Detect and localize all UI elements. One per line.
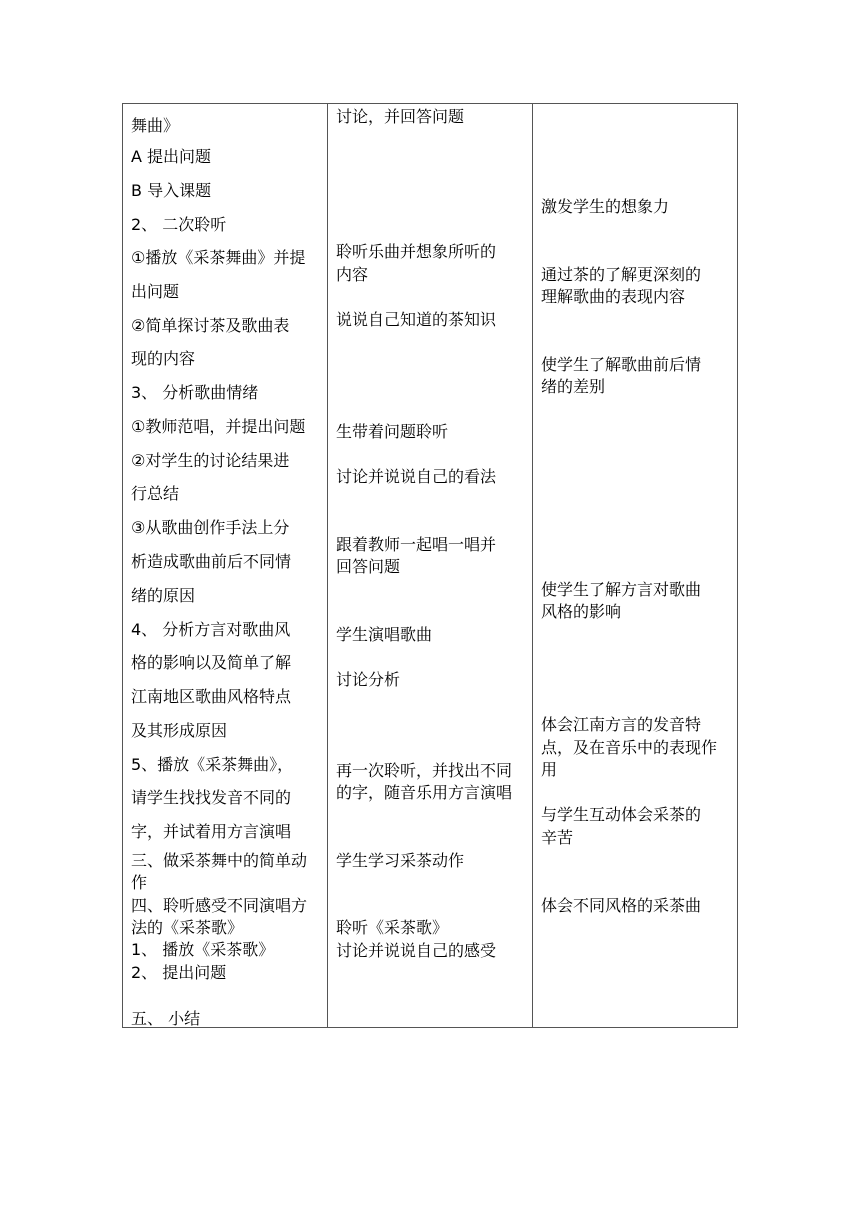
col1-line: 4、 分析方言对歌曲风 bbox=[131, 620, 291, 639]
col3-line: 使学生了解歌曲前后情 bbox=[541, 355, 702, 374]
col2-line: 讨论并说说自己的看法 bbox=[336, 467, 497, 486]
col1-line: ①播放《采茶舞曲》并提 bbox=[131, 248, 306, 267]
col2-line: 再一次聆听，并找出不同 bbox=[336, 761, 513, 780]
col1-line: 五、 小结 bbox=[131, 1009, 201, 1028]
col1-line: ①教师范唱，并提出问题 bbox=[131, 417, 306, 436]
col3-line: 绪的差别 bbox=[541, 377, 606, 396]
col3-line: 体会不同风格的采茶曲 bbox=[541, 896, 702, 915]
col2-line: 讨论，并回答问题 bbox=[336, 107, 465, 126]
col2-line: 学生演唱歌曲 bbox=[336, 625, 433, 644]
col3-line: 辛苦 bbox=[541, 828, 574, 847]
col1-line: 2、 二次聆听 bbox=[131, 215, 227, 234]
col3-line: 通过茶的了解更深刻的 bbox=[541, 265, 702, 284]
col1-line: 请学生找找发音不同的 bbox=[131, 788, 292, 807]
column-divider-1 bbox=[327, 103, 328, 1028]
col2-line: 内容 bbox=[336, 265, 369, 284]
col1-line: 格的影响以及简单了解 bbox=[131, 653, 292, 672]
col2-line: 说说自己知道的茶知识 bbox=[336, 310, 497, 329]
col3-line: 使学生了解方言对歌曲 bbox=[541, 580, 702, 599]
col2-line: 讨论并说说自己的感受 bbox=[336, 941, 497, 960]
col2-line: 学生学习采茶动作 bbox=[336, 851, 465, 870]
col1-line: 作 bbox=[131, 873, 148, 892]
col1-line: 字，并试着用方言演唱 bbox=[131, 822, 292, 841]
col1-line: ②对学生的讨论结果进 bbox=[131, 451, 290, 470]
col2-line: 回答问题 bbox=[336, 557, 401, 576]
col3-line: 激发学生的想象力 bbox=[541, 197, 670, 216]
col1-line: 四、聆听感受不同演唱方 bbox=[131, 896, 308, 915]
col1-line: 3、 分析歌曲情绪 bbox=[131, 383, 259, 402]
col1-line: 舞曲》 bbox=[131, 116, 180, 135]
col1-line: 江南地区歌曲风格特点 bbox=[131, 687, 292, 706]
col1-line: A 提出问题 bbox=[131, 147, 212, 166]
col2-line: 聆听乐曲并想象所听的 bbox=[336, 242, 497, 261]
col1-line: 及其形成原因 bbox=[131, 721, 228, 740]
col1-line: 析造成歌曲前后不同情 bbox=[131, 552, 292, 571]
col2-line: 跟着教师一起唱一唱并 bbox=[336, 535, 497, 554]
col1-line: 出问题 bbox=[131, 282, 180, 301]
col1-line: 现的内容 bbox=[131, 349, 196, 368]
col2-line: 讨论分析 bbox=[336, 670, 401, 689]
col1-line: 三、做采茶舞中的简单动 bbox=[131, 851, 308, 870]
col3-line: 体会江南方言的发音特 bbox=[541, 715, 702, 734]
col2-line: 的字，随音乐用方言演唱 bbox=[336, 783, 513, 802]
col3-line: 用 bbox=[541, 760, 558, 779]
col1-line: 法的《采茶歌》 bbox=[131, 918, 244, 937]
col1-line: B 导入课题 bbox=[131, 181, 212, 200]
col3-line: 理解歌曲的表现内容 bbox=[541, 287, 686, 306]
col1-line: ③从歌曲创作手法上分 bbox=[131, 518, 290, 537]
column-divider-2 bbox=[532, 103, 533, 1028]
col1-line: ②简单探讨茶及歌曲表 bbox=[131, 316, 290, 335]
col1-line: 1、 播放《采茶歌》 bbox=[131, 940, 275, 959]
col1-line: 5、播放《采茶舞曲》， bbox=[131, 755, 294, 774]
col3-line: 点，及在音乐中的表现作 bbox=[541, 738, 718, 757]
col2-line: 聆听《采茶歌》 bbox=[336, 918, 449, 937]
col3-line: 风格的影响 bbox=[541, 602, 622, 621]
col1-line: 2、 提出问题 bbox=[131, 963, 227, 982]
col1-line: 行总结 bbox=[131, 484, 180, 503]
col2-line: 生带着问题聆听 bbox=[336, 422, 449, 441]
col3-line: 与学生互动体会采茶的 bbox=[541, 805, 702, 824]
col1-line: 绪的原因 bbox=[131, 586, 196, 605]
